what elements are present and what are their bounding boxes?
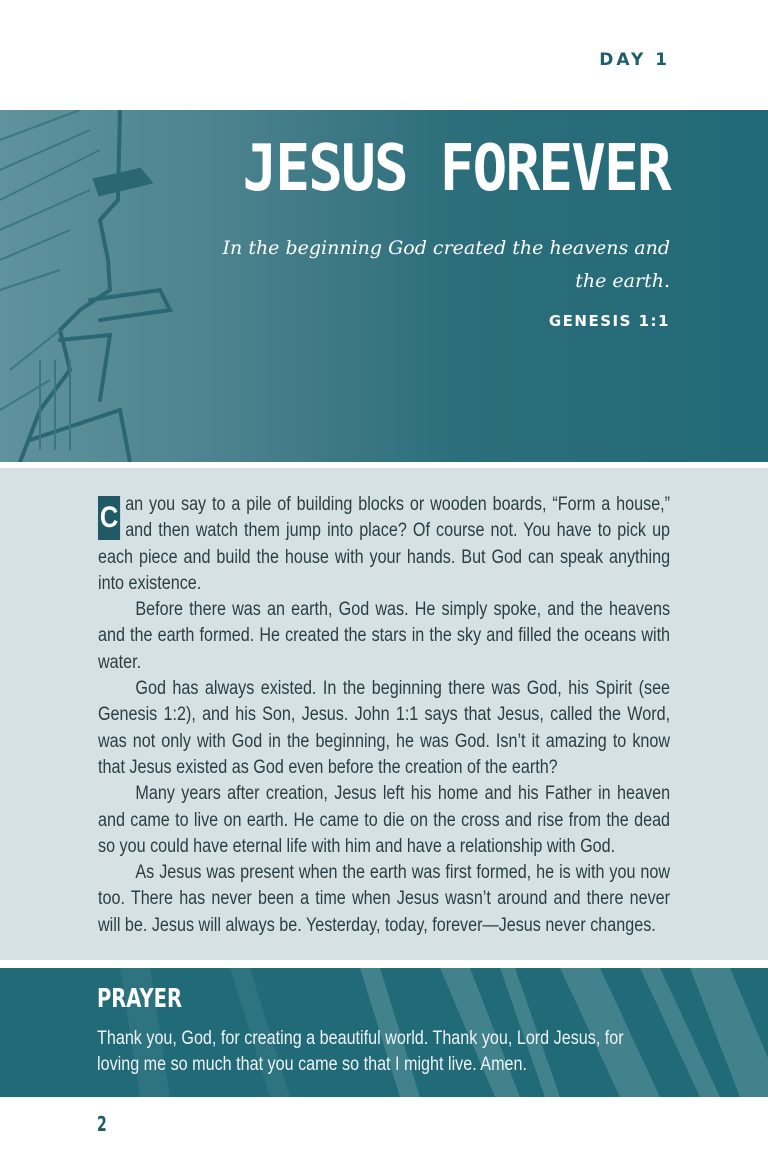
paragraph: C an you say to a pile of building blocks or wooden boards, “Form a house,” and then watch them jump into place? Of course not. You have to pick up each piece and build the house with your hands. But God can speak anything into existence. (98, 494, 671, 594)
hero-banner (0, 110, 768, 462)
page-number: 2 (97, 1112, 107, 1136)
drop-cap: C (98, 496, 120, 540)
prayer-title: PRAYER (97, 984, 182, 1014)
key-verse: In the beginning God created the heavens and the earth. (222, 237, 670, 292)
prayer-box (0, 968, 768, 1097)
paragraph: God has always existed. In the beginning there was God, his Spirit (see Genesis 1:2), and his Son, Jesus. John 1:1 says that Jesus, called the Word, was not only with God in the beginning, he was God. Isn’t it amazing to know that Jesus existed as God even before the creation of the earth? (98, 678, 671, 778)
page-title: JESUS FOREVER (242, 132, 670, 206)
paragraph: As Jesus was present when the earth was first formed, he is with you now too. There has never been a time when Jesus wasn’t around and there never will be. Jesus will always be. Yesterday, today, forever—Jesus never changes. (98, 862, 671, 936)
devotional-body (0, 468, 768, 960)
verse-reference: GENESIS 1:1 (548, 312, 670, 330)
devotional-text (98, 492, 670, 939)
day-label: DAY 1 (599, 50, 670, 70)
prayer-text: Thank you, God, for creating a beautiful world. Thank you, Lord Jesus, for loving me so much that you came so that I might live. Amen. (97, 1028, 624, 1075)
paragraph: Many years after creation, Jesus left his home and his Father in heaven and came to live on earth. He came to die on the cross and rise from the dead so you could have eternal life with him and have a relationship with God. (98, 783, 671, 857)
paragraph: Before there was an earth, God was. He simply spoke, and the heavens and the earth formed. He created the stars in the sky and filled the oceans with water. (98, 599, 671, 673)
